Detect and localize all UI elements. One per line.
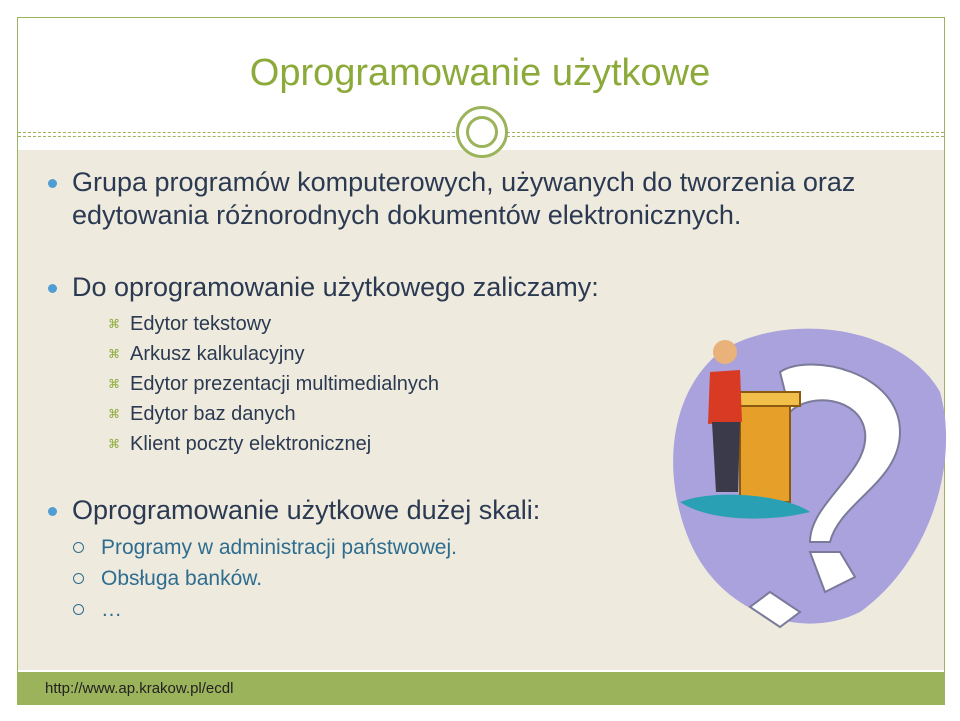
bullet-dot-icon [48, 179, 57, 188]
list-item: Edytor tekstowy [130, 313, 272, 335]
bullet-zaliczamy: Do oprogramowanie użytkowego zaliczamy: [72, 272, 599, 302]
list-item: Arkusz kalkulacyjny [130, 343, 305, 365]
bullet-dot-icon [48, 284, 57, 293]
footer-url[interactable]: http://www.ap.krakow.pl/ecdl [45, 680, 234, 697]
list-item: Programy w administracji państwowej. [101, 536, 457, 559]
circle-bullet-icon [73, 573, 84, 584]
list-item: Obsługa banków. [101, 567, 263, 590]
star-bullet-icon: ⌘ [108, 437, 120, 451]
circle-bullet-icon [73, 542, 84, 553]
list-item: Edytor baz danych [130, 403, 296, 425]
bullet-dot-icon [48, 507, 57, 516]
bullet-grupa: Grupa programów komputerowych, używanych do tworzenia oraz edytowania różnorodnych dokumentów elektronicznych. [72, 167, 856, 230]
star-bullet-icon: ⌘ [108, 377, 120, 391]
bullet-duza-skala: Oprogramowanie użytkowe dużej skali: [72, 495, 541, 525]
circle-ornament-icon [456, 106, 508, 158]
question-mark-illustration [660, 312, 950, 632]
star-bullet-icon: ⌘ [108, 407, 120, 421]
circle-bullet-icon [73, 604, 84, 615]
star-bullet-icon: ⌘ [108, 317, 120, 331]
list-item: Edytor prezentacji multimedialnych [130, 373, 440, 395]
list-item: Klient poczty elektronicznej [130, 433, 372, 455]
star-bullet-icon: ⌘ [108, 347, 120, 361]
list-item: … [101, 598, 122, 621]
slide-title: Oprogramowanie użytkowe [249, 52, 711, 94]
